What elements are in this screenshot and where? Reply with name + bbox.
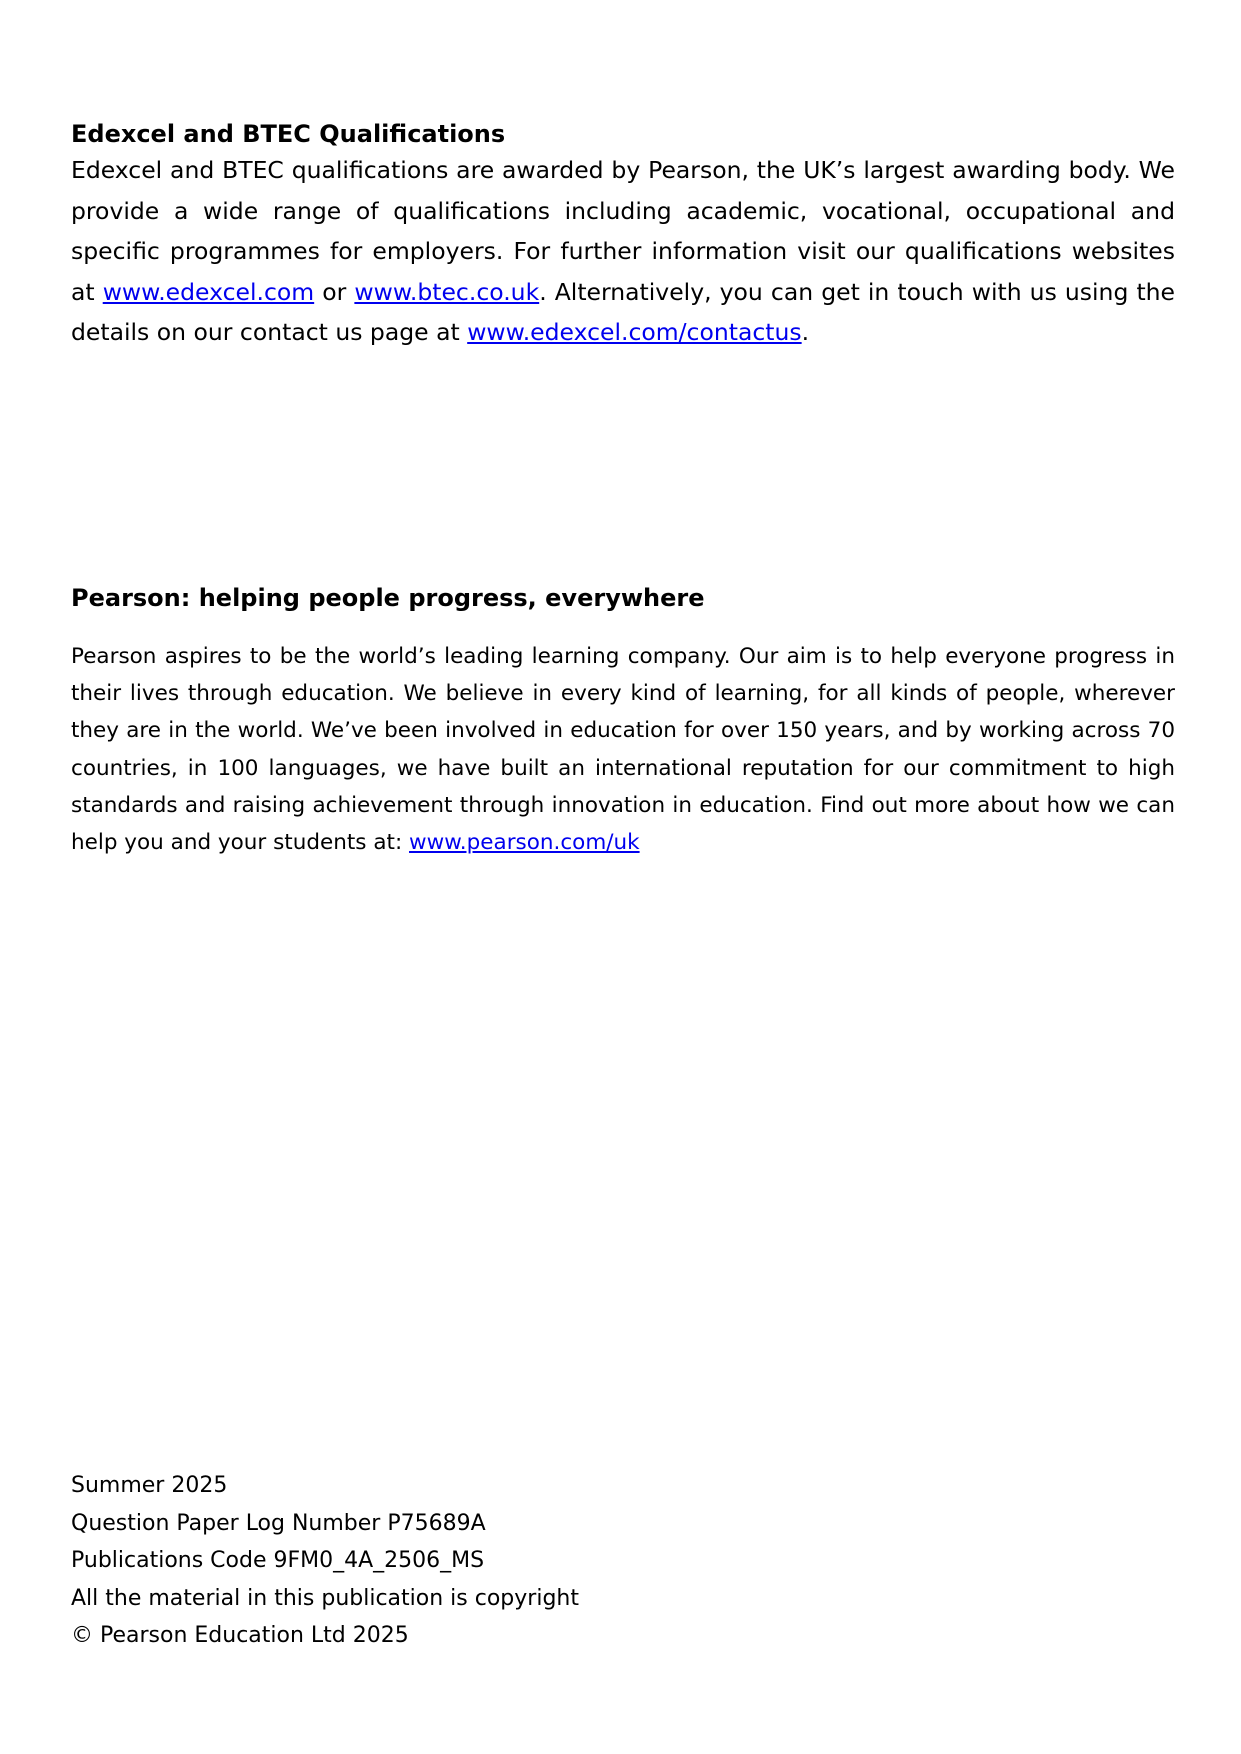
edexcel-btec-section bbox=[71, 118, 1175, 353]
paragraph-text: . bbox=[801, 318, 810, 346]
footer-copyright-holder: © Pearson Education Ltd 2025 bbox=[71, 1623, 409, 1648]
paragraph-text: Pearson aspires to be the world’s leading learning company. Our aim is to help everyone progress in their lives through education. We believe in every kind of learning, for all kinds of people, wherever they are in the world. We’ve been involved in education for over 150 years, and by working across 70 countries, in 100 languages, we have built an international reputation for our commitment to high standards and raising achievement through innovation in education. Find out more about how we can help you and your students at: bbox=[71, 644, 1175, 856]
footer-publications-code: Publications Code 9FM0_4A_2506_MS bbox=[71, 1548, 485, 1573]
paragraph-text: . Alternatively, you can get in touch with us using the details on our contact us page at bbox=[71, 277, 1176, 346]
link-contact-us[interactable]: www.edexcel.com/contactus bbox=[467, 318, 802, 346]
publication-footer bbox=[71, 1467, 1175, 1655]
section-heading-pearson: Pearson: helping people progress, everywhere bbox=[71, 584, 705, 612]
link-pearson-uk[interactable]: www.pearson.com/uk bbox=[409, 830, 640, 856]
footer-copyright-notice: All the material in this publication is copyright bbox=[71, 1585, 579, 1611]
pearson-section bbox=[71, 582, 1175, 861]
paragraph-text: or bbox=[314, 277, 355, 306]
section-heading-edexcel-btec: Edexcel and BTEC Qualifications bbox=[71, 120, 506, 148]
footer-log-number: Question Paper Log Number P75689A bbox=[71, 1510, 486, 1536]
paragraph-text: Edexcel and BTEC qualifications are awarded by Pearson, the UK’s largest awarding body. We provide a wide range of qualifications including academic, vocational, occupational and specific programmes for employers. For further information visit our qualifications websites at bbox=[71, 156, 1175, 306]
link-btec[interactable]: www.btec.co.uk bbox=[354, 277, 540, 306]
pearson-paragraph bbox=[71, 638, 1175, 861]
link-edexcel[interactable]: www.edexcel.com bbox=[102, 277, 315, 306]
footer-season: Summer 2025 bbox=[71, 1473, 228, 1498]
edexcel-btec-paragraph bbox=[71, 150, 1175, 353]
